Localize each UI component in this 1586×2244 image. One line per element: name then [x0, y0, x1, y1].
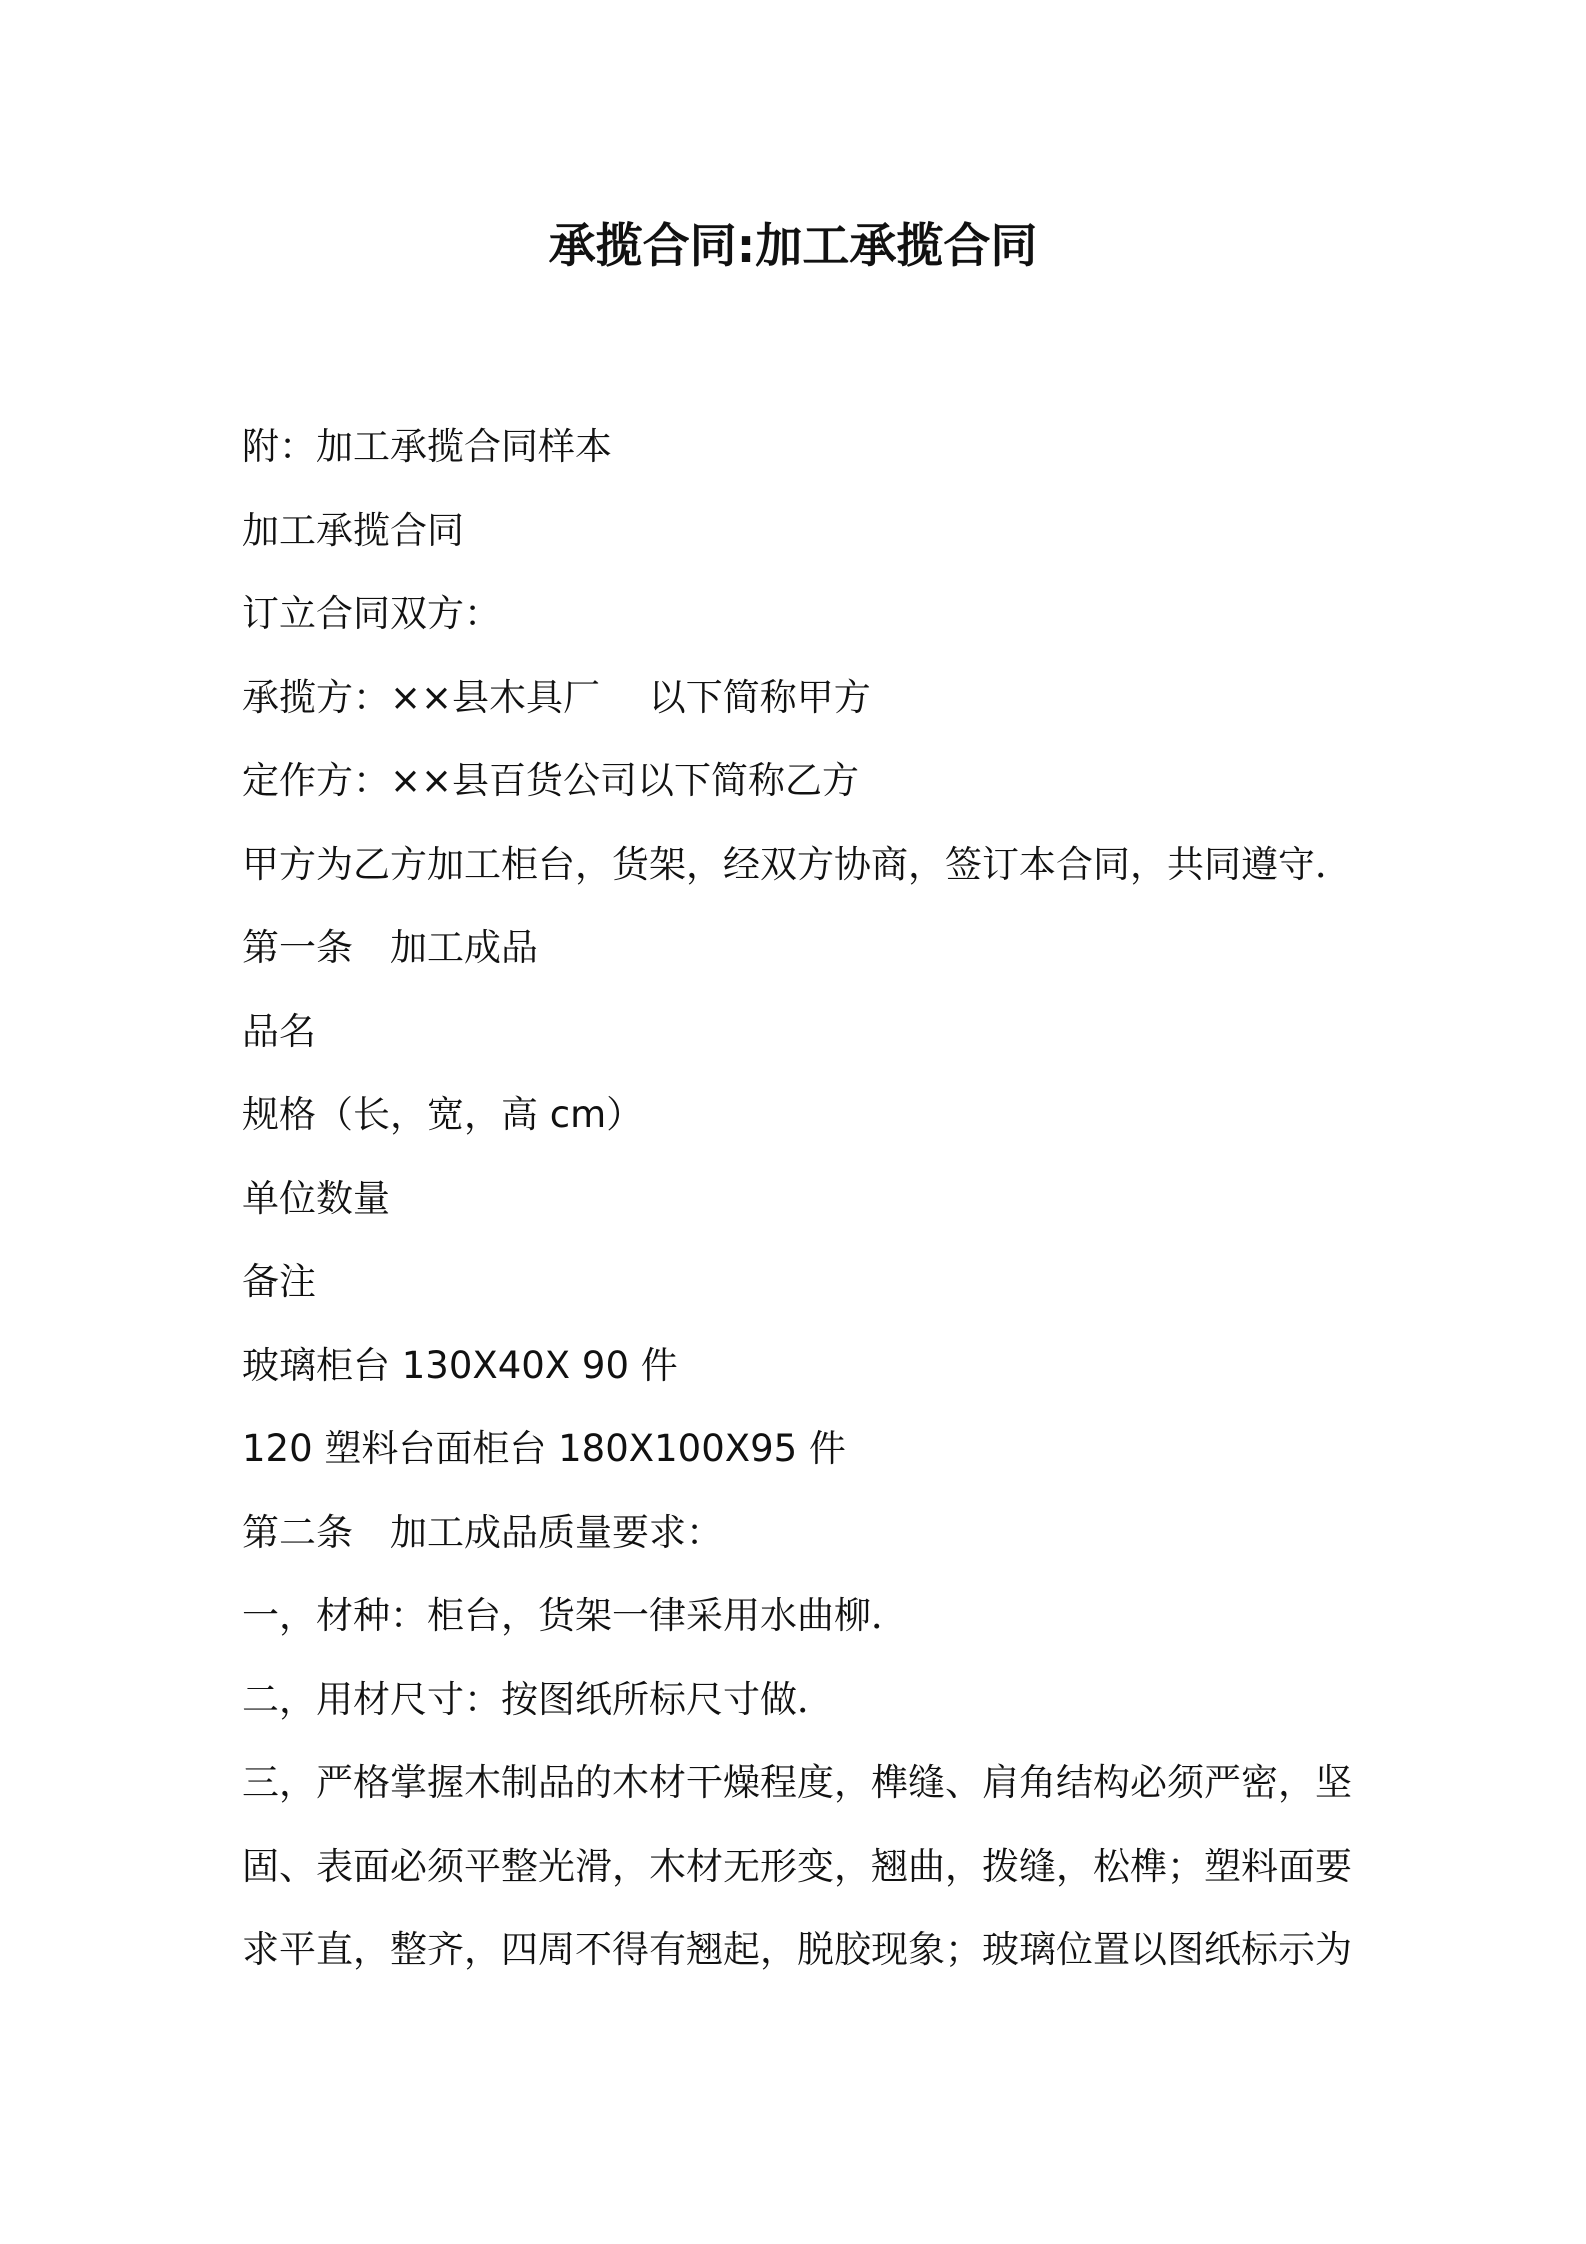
- item-glass-counter: 玻璃柜台 130X40X 90 件: [242, 1343, 678, 1387]
- field-unit-quantity: 单位数量: [242, 1176, 390, 1220]
- document-body: [242, 405, 1362, 1992]
- article-one-heading: 第一条 加工成品: [242, 926, 538, 969]
- field-product-name: 品名: [242, 1009, 316, 1053]
- paragraph-contractor: 承揽方：××县木具厂 以下简称甲方: [242, 675, 871, 719]
- item-plastic-counter: 120 塑料台面柜台 180X100X95 件: [242, 1427, 846, 1470]
- paragraph-agreement-statement: 甲方为乙方加工柜台，货架，经双方协商，签订本合同，共同遵守．: [242, 842, 1352, 886]
- field-specification: 规格（长，宽，高 cm）: [242, 1093, 644, 1136]
- paragraph-parties-heading: 订立合同双方：: [242, 592, 501, 635]
- clause-quality-line-3: 求平直，整齐，四周不得有翘起，脱胶现象；玻璃位置以图纸标示为: [242, 1928, 1352, 1971]
- clause-quality-line-2: 固、表面必须平整光滑，木材无形变，翘曲，拨缝，松榫；塑料面要: [242, 1844, 1352, 1888]
- clause-material-size: 二，用材尺寸：按图纸所标尺寸做．: [242, 1677, 834, 1721]
- article-two-heading: 第二条 加工成品质量要求：: [242, 1510, 723, 1554]
- paragraph-contract-name: 加工承揽合同: [242, 508, 464, 552]
- field-remarks: 备注: [242, 1260, 316, 1303]
- paragraph-appendix-heading: 附：加工承揽合同样本: [242, 425, 612, 468]
- clause-quality-line-1: 三，严格掌握木制品的木材干燥程度，榫缝、肩角结构必须严密，坚: [242, 1761, 1352, 1804]
- paragraph-orderer: 定作方：××县百货公司以下简称乙方: [242, 759, 860, 802]
- clause-material-type: 一，材种：柜台，货架一律采用水曲柳．: [242, 1594, 908, 1637]
- document-title: 承揽合同:加工承揽合同: [548, 219, 1038, 274]
